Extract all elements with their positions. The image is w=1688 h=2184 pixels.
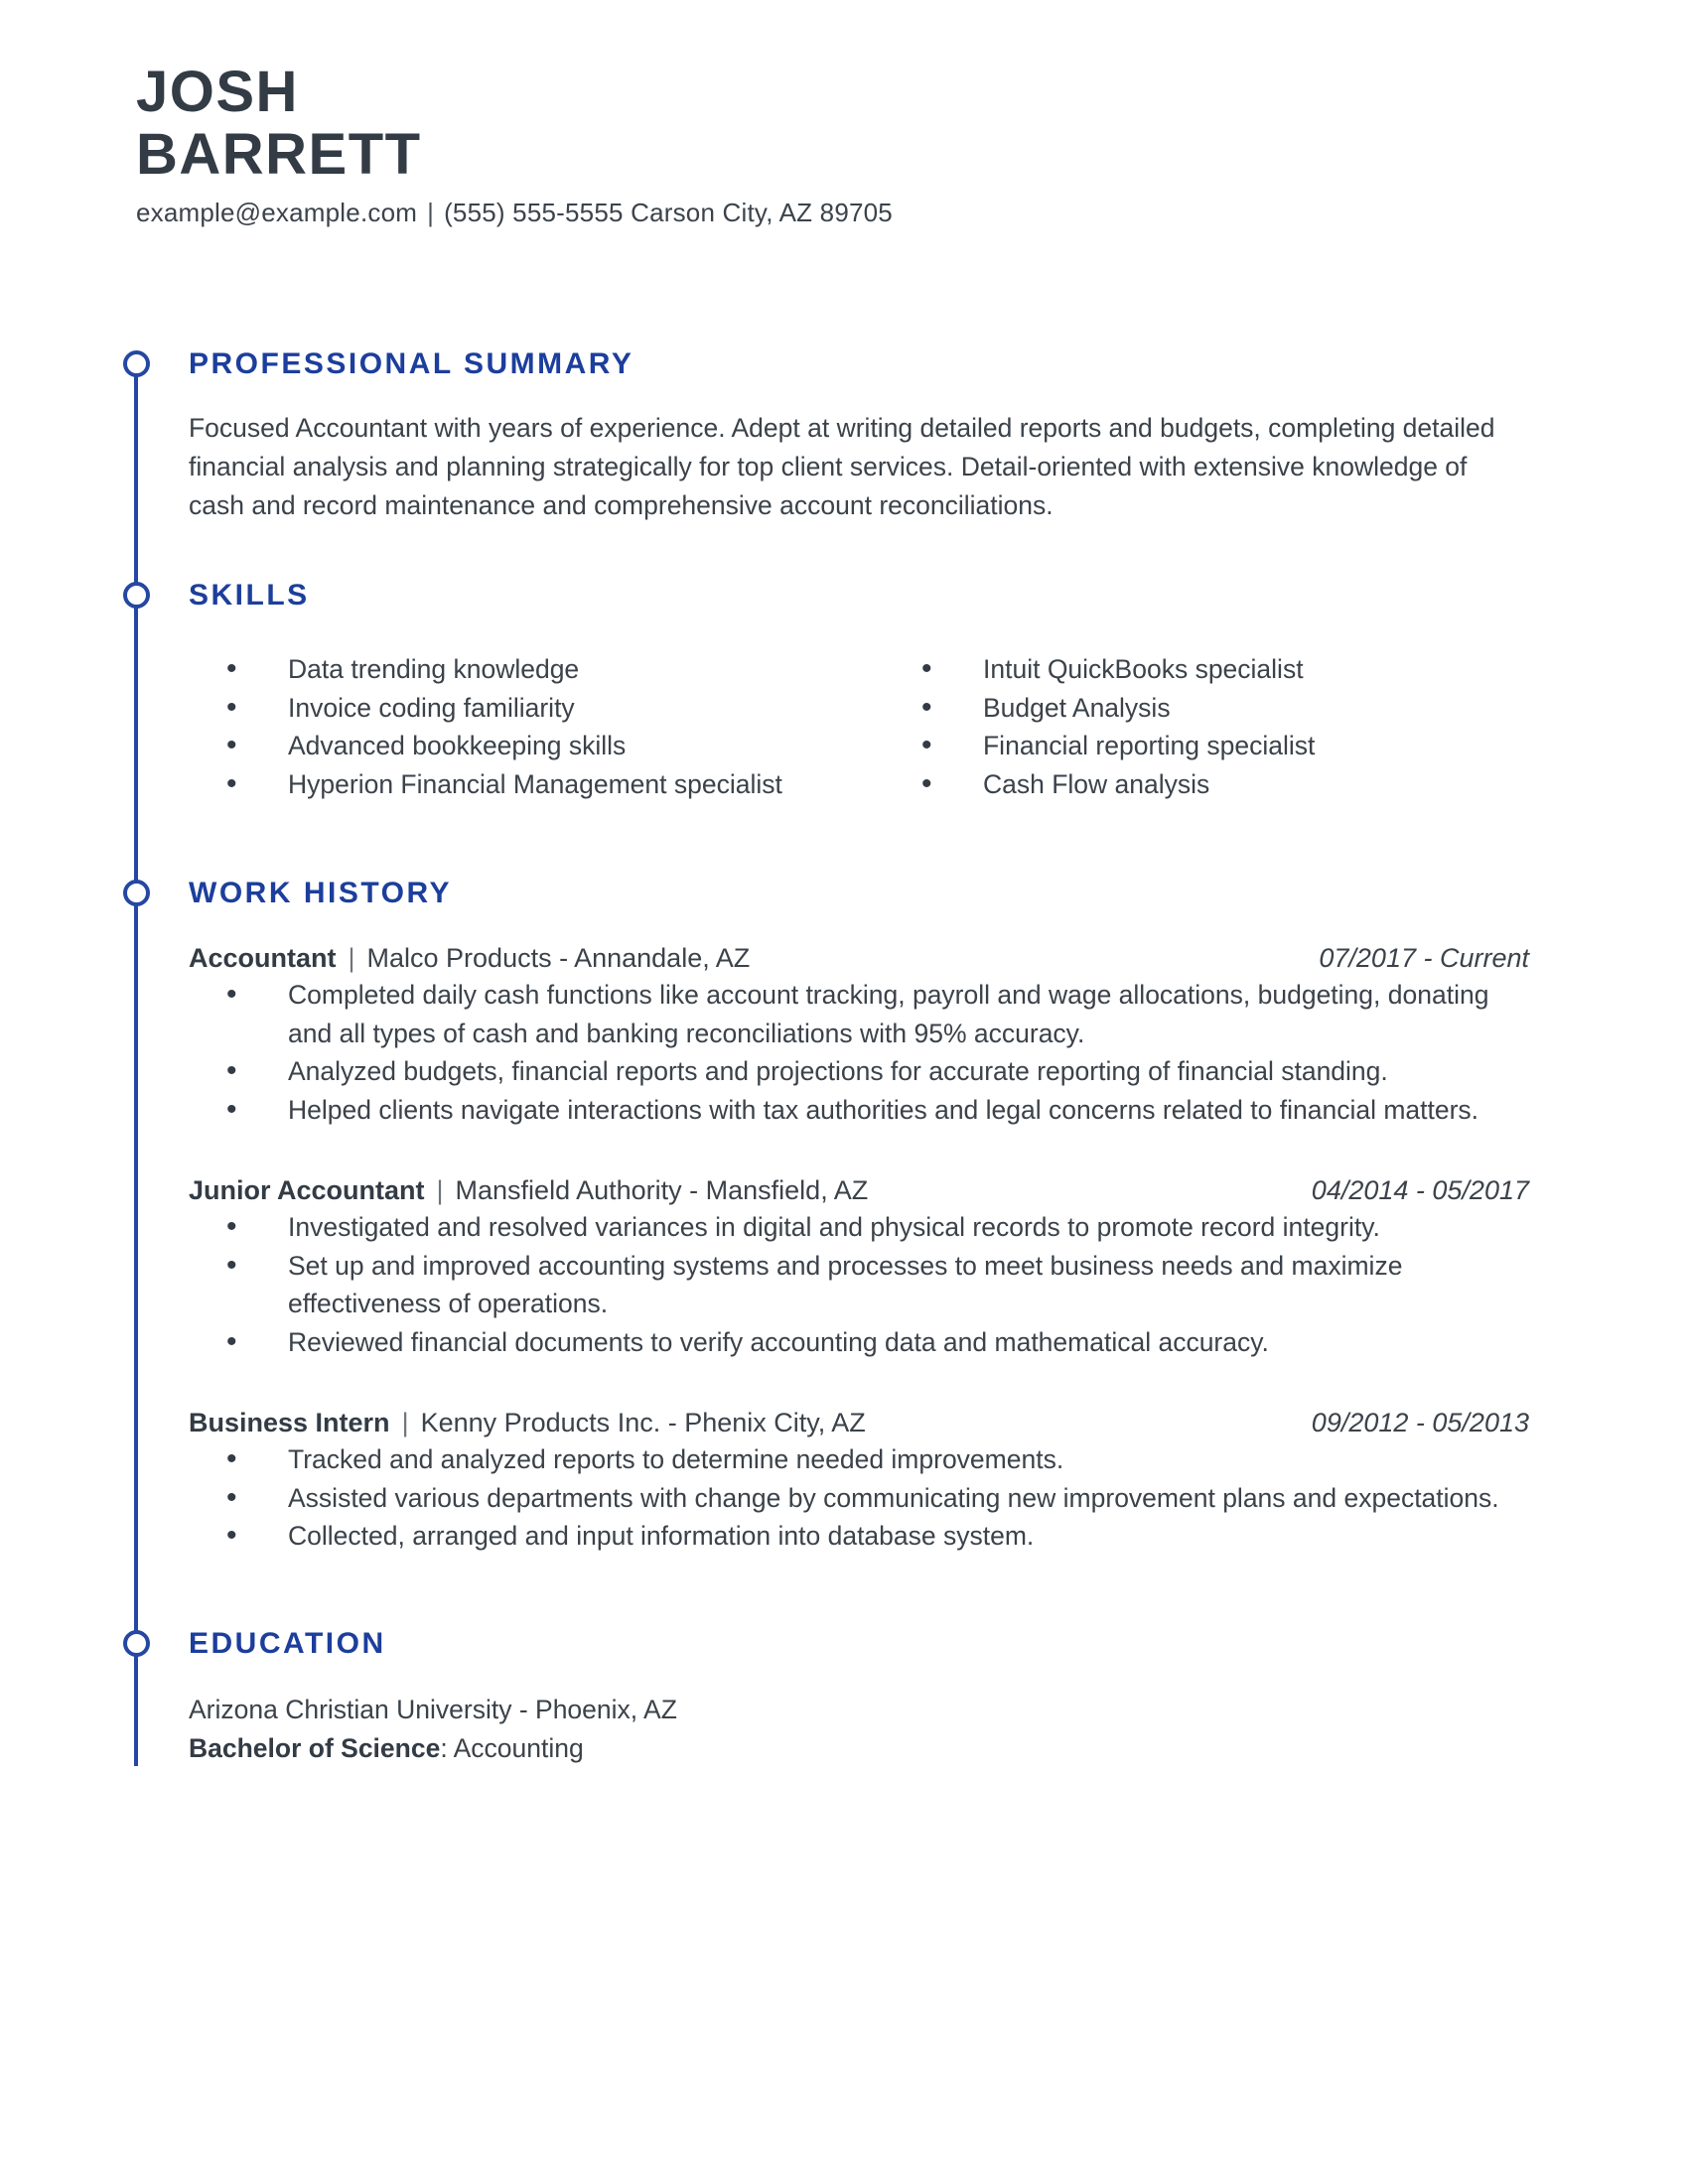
section-education xyxy=(189,1625,1529,1772)
job-entry xyxy=(189,1172,1529,1361)
job-title-line xyxy=(189,1405,866,1440)
job-bullet: • Tracked and analyzed reports to determine needed improvements. xyxy=(189,1440,1529,1479)
job-company: Kenny Products Inc. - Phenix City, AZ xyxy=(420,1408,866,1438)
education-details xyxy=(189,1691,1529,1768)
timeline-dot-icon xyxy=(123,1630,150,1657)
job-bullet-list xyxy=(189,1440,1529,1556)
job-title: Business Intern xyxy=(189,1408,390,1438)
work-history-heading xyxy=(189,875,1529,912)
job-dates: 09/2012 - 05/2013 xyxy=(1311,1408,1529,1438)
skill-item: • Budget Analysis xyxy=(884,689,1529,728)
skills-grid xyxy=(189,650,1529,803)
job-title-line xyxy=(189,940,750,976)
section-professional-summary xyxy=(189,345,1529,525)
job-bullet: • Collected, arranged and input information into database system. xyxy=(189,1517,1529,1556)
job-company: Mansfield Authority - Mansfield, AZ xyxy=(455,1175,869,1206)
job-entry xyxy=(189,1405,1529,1556)
job-bullet: • Reviewed financial documents to verify accounting data and mathematical accuracy. xyxy=(189,1323,1529,1362)
job-header xyxy=(189,940,1529,976)
education-school: Arizona Christian University - Phoenix, AZ xyxy=(189,1694,677,1724)
work-history-heading-label: WORK HISTORY xyxy=(189,877,453,910)
job-bullet: • Completed daily cash functions like account tracking, payroll and wage allocations, budgeting, donating and all types of cash and banking reconciliations with 95% accuracy. xyxy=(189,976,1529,1052)
job-header xyxy=(189,1405,1529,1440)
job-separator: | xyxy=(348,943,355,974)
skills-heading xyxy=(189,577,1529,614)
contact-email: example@example.com xyxy=(136,198,418,228)
timeline-dot-icon xyxy=(123,582,150,609)
timeline-dot-icon xyxy=(123,350,150,377)
candidate-first-name: JOSH xyxy=(136,60,299,124)
job-title: Junior Accountant xyxy=(189,1175,425,1206)
contact-line xyxy=(136,198,1529,228)
summary-text: Focused Accountant with years of experience. Adept at writing detailed reports and budgets, completing detailed financial analysis and planning strategically for top client services. Detail-oriented with extensive knowledge of cash and record maintenance and comprehensive account reconciliations. xyxy=(189,413,1495,521)
skill-item: • Hyperion Financial Management specialist xyxy=(189,765,884,804)
skill-item: • Financial reporting specialist xyxy=(884,727,1529,765)
education-degree-label: Bachelor of Science xyxy=(189,1732,441,1763)
education-degree-line xyxy=(189,1729,1529,1768)
job-bullet: • Set up and improved accounting systems and processes to meet business needs and maximize effectiveness of operations. xyxy=(189,1247,1529,1323)
job-title-line xyxy=(189,1172,868,1208)
section-work-history xyxy=(189,875,1529,1556)
job-bullet: • Assisted various departments with change by communicating new improvement plans and expectations. xyxy=(189,1479,1529,1518)
contact-location: Carson City, AZ 89705 xyxy=(631,198,893,228)
section-skills xyxy=(189,577,1529,803)
skill-item: • Data trending knowledge xyxy=(189,650,884,689)
job-bullet: • Helped clients navigate interactions with tax authorities and legal concerns related to financial matters. xyxy=(189,1091,1529,1130)
skill-item: • Intuit QuickBooks specialist xyxy=(884,650,1529,689)
job-company: Malco Products - Annandale, AZ xyxy=(366,943,751,974)
skills-heading-label: SKILLS xyxy=(189,579,310,613)
timeline-line xyxy=(134,364,138,1766)
job-dates: 04/2014 - 05/2017 xyxy=(1311,1175,1529,1206)
contact-phone: (555) 555-5555 xyxy=(444,198,624,228)
candidate-name xyxy=(136,62,1529,186)
summary-heading-label: PROFESSIONAL SUMMARY xyxy=(189,347,634,381)
job-bullet: • Analyzed budgets, financial reports and projections for accurate reporting of financial standing. xyxy=(189,1052,1529,1091)
summary-heading xyxy=(189,345,1529,383)
job-separator: | xyxy=(436,1175,444,1206)
skill-item: • Invoice coding familiarity xyxy=(189,689,884,728)
job-dates: 07/2017 - Current xyxy=(1319,943,1529,974)
skill-item: • Advanced bookkeeping skills xyxy=(189,727,884,765)
job-bullet-list xyxy=(189,976,1529,1129)
education-heading-label: EDUCATION xyxy=(189,1626,386,1660)
resume-header xyxy=(0,0,1688,228)
candidate-last-name: BARRETT xyxy=(136,121,422,187)
job-bullet-list xyxy=(189,1208,1529,1361)
job-header xyxy=(189,1172,1529,1208)
job-entry xyxy=(189,940,1529,1129)
timeline-area xyxy=(0,345,1688,1772)
timeline-dot-icon xyxy=(123,880,150,906)
job-bullet: • Investigated and resolved variances in digital and physical records to promote record integrity. xyxy=(189,1208,1529,1247)
skills-column-1 xyxy=(189,650,884,803)
contact-separator: | xyxy=(427,198,435,228)
job-title: Accountant xyxy=(189,943,337,974)
skills-column-2 xyxy=(884,650,1529,803)
job-separator: | xyxy=(401,1408,409,1438)
skill-item: • Cash Flow analysis xyxy=(884,765,1529,804)
education-degree-field: : Accounting xyxy=(440,1732,584,1763)
education-heading xyxy=(189,1625,1529,1663)
